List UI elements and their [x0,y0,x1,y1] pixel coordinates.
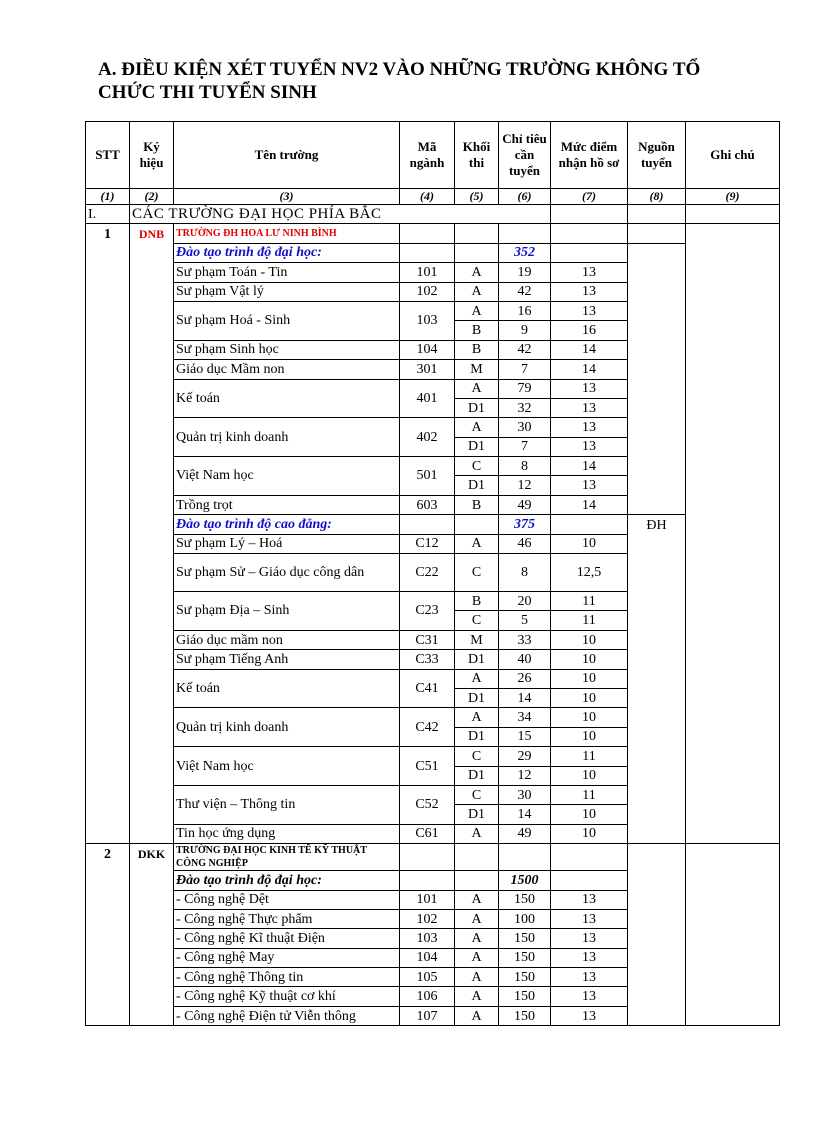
major-name: Sư phạm Lý – Hoá [174,534,400,553]
major-code: 603 [400,495,455,514]
major-name: Quản trị kinh doanh [174,708,400,747]
exam-block: A [455,968,499,987]
exam-block: C [455,554,499,592]
header-nguon-tuyen: Nguồn tuyển [628,122,686,189]
major-name: Sư phạm Vật lý [174,282,400,301]
major-code: C31 [400,630,455,649]
quota: 150 [499,948,551,967]
col-number: (9) [686,189,780,205]
quota: 29 [499,747,551,766]
level-label: Đào tạo trình độ đại học: [174,871,400,890]
min-score: 13 [551,987,628,1006]
column-number-row [86,189,780,205]
min-score: 11 [551,747,628,766]
exam-block: M [455,360,499,379]
admission-table [85,121,780,1026]
major-code: 106 [400,987,455,1006]
min-score: 14 [551,360,628,379]
exam-block: D1 [455,476,499,495]
quota: 33 [499,630,551,649]
header-muc-diem: Mức điểm nhận hồ sơ [551,122,628,189]
quota: 46 [499,534,551,553]
header-stt: STT [86,122,130,189]
major-code: 402 [400,418,455,457]
major-name: - Công nghệ Thực phẩm [174,909,400,928]
min-score: 11 [551,611,628,630]
exam-block: A [455,669,499,688]
major-code: 102 [400,909,455,928]
section-number: I. [86,205,130,224]
quota: 26 [499,669,551,688]
major-name: - Công nghệ Kĩ thuật Điện [174,929,400,948]
major-code: 104 [400,948,455,967]
exam-block: M [455,630,499,649]
quota: 16 [499,301,551,320]
min-score: 13 [551,890,628,909]
empty-cell [455,871,499,890]
major-code: C42 [400,708,455,747]
major-name: Sư phạm Tiếng Anh [174,650,400,669]
quota: 20 [499,592,551,611]
exam-block: C [455,457,499,476]
major-code: 501 [400,457,455,496]
school-code: DNB [130,224,174,844]
min-score: 10 [551,669,628,688]
min-score: 13 [551,301,628,320]
major-name: Giáo dục mầm non [174,630,400,649]
header-ten-truong: Tên trường [174,122,400,189]
header-ghi-chu: Ghi chú [686,122,780,189]
min-score: 10 [551,824,628,843]
quota: 32 [499,398,551,417]
major-code: C41 [400,669,455,708]
quota: 42 [499,340,551,359]
major-name: Thư viện – Thông tin [174,785,400,824]
major-name: - Công nghệ Kỹ thuật cơ khí [174,987,400,1006]
min-score: 16 [551,321,628,340]
quota: 14 [499,805,551,824]
min-score: 14 [551,457,628,476]
min-score: 11 [551,592,628,611]
quota: 30 [499,785,551,804]
empty-cell [551,844,628,871]
min-score: 13 [551,418,628,437]
quota: 34 [499,708,551,727]
header-ma-nganh: Mã ngành [400,122,455,189]
empty-cell [455,515,499,534]
quota: 8 [499,457,551,476]
quota: 12 [499,476,551,495]
quota: 9 [499,321,551,340]
exam-block: A [455,929,499,948]
exam-block: A [455,987,499,1006]
min-score: 12,5 [551,554,628,592]
exam-block: C [455,747,499,766]
major-code: C51 [400,747,455,786]
major-name: - Công nghệ Điện tử Viễn thông [174,1006,400,1025]
major-code: 103 [400,301,455,340]
empty-cell [686,205,780,224]
quota: 40 [499,650,551,669]
quota: 150 [499,1006,551,1025]
major-name: - Công nghệ May [174,948,400,967]
col-number: (1) [86,189,130,205]
min-score: 10 [551,805,628,824]
min-score: 10 [551,727,628,746]
quota: 5 [499,611,551,630]
empty-cell [628,224,686,243]
exam-block: D1 [455,398,499,417]
empty-cell [551,871,628,890]
document-title: A. ĐIỀU KIỆN XÉT TUYỂN NV2 VÀO NHỮNG TRƯỜNG KHÔNG TỔ CHỨC THI TUYỂN SINH [98,59,701,103]
col-number: (4) [400,189,455,205]
school-code: DKK [130,844,174,1026]
min-score: 10 [551,766,628,785]
major-code: C33 [400,650,455,669]
empty-cell [455,243,499,262]
exam-block: A [455,824,499,843]
quota: 150 [499,987,551,1006]
min-score: 10 [551,630,628,649]
quota: 8 [499,554,551,592]
empty-cell [400,224,455,243]
exam-block: A [455,418,499,437]
min-score: 13 [551,909,628,928]
quota: 7 [499,360,551,379]
section-row [86,205,780,224]
school-stt: 2 [86,844,130,1026]
major-code: 401 [400,379,455,418]
empty-cell [551,224,628,243]
empty-cell [686,224,780,844]
empty-cell [628,844,686,1026]
header-ky-hieu: Ký hiệu [130,122,174,189]
min-score: 14 [551,340,628,359]
major-code: 105 [400,968,455,987]
exam-block: B [455,321,499,340]
min-score: 11 [551,785,628,804]
level-total: 375 [499,515,551,534]
min-score: 13 [551,948,628,967]
quota: 49 [499,824,551,843]
major-code: 101 [400,263,455,282]
min-score: 10 [551,688,628,707]
quota: 100 [499,909,551,928]
major-code: C61 [400,824,455,843]
min-score: 13 [551,929,628,948]
quota: 15 [499,727,551,746]
major-name: Sư phạm Sử – Giáo dục công dân [174,554,400,592]
quota: 49 [499,495,551,514]
exam-block: B [455,592,499,611]
level-total: 1500 [499,871,551,890]
major-name: Sư phạm Sinh học [174,340,400,359]
exam-block: B [455,340,499,359]
level-label: Đào tạo trình độ cao đẳng: [174,515,400,534]
quota: 19 [499,263,551,282]
empty-cell [551,243,628,262]
exam-block: A [455,263,499,282]
empty-cell [455,224,499,243]
exam-block: A [455,708,499,727]
quota: 30 [499,418,551,437]
header-row [86,122,780,189]
min-score: 13 [551,437,628,456]
major-name: Tin học ứng dụng [174,824,400,843]
empty-cell [400,871,455,890]
major-name: - Công nghệ Dệt [174,890,400,909]
min-score: 10 [551,534,628,553]
exam-block: D1 [455,805,499,824]
empty-cell [628,205,686,224]
school-row [86,844,780,871]
exam-block: A [455,379,499,398]
level-header-row [86,243,780,262]
header-chi-tieu: Chỉ tiêu cần tuyển [499,122,551,189]
col-number: (2) [130,189,174,205]
exam-block: D1 [455,437,499,456]
quota: 42 [499,282,551,301]
empty-cell [455,844,499,871]
min-score: 13 [551,398,628,417]
school-name: TRƯỜNG ĐH HOA LƯ NINH BÌNH [174,224,400,243]
section-label: CÁC TRƯỜNG ĐẠI HỌC PHÍA BẮC [130,205,551,224]
major-code: 107 [400,1006,455,1025]
min-score: 14 [551,495,628,514]
major-name: Sư phạm Hoá - Sinh [174,301,400,340]
major-name: Việt Nam học [174,747,400,786]
quota: 150 [499,968,551,987]
min-score: 13 [551,379,628,398]
exam-block: A [455,282,499,301]
col-number: (7) [551,189,628,205]
major-code: 104 [400,340,455,359]
quota: 12 [499,766,551,785]
exam-block: A [455,1006,499,1025]
major-code: C12 [400,534,455,553]
quota: 14 [499,688,551,707]
major-code: C52 [400,785,455,824]
major-name: - Công nghệ Thông tin [174,968,400,987]
major-name: Sư phạm Toán - Tin [174,263,400,282]
major-code: 301 [400,360,455,379]
empty-cell [551,205,628,224]
col-number: (5) [455,189,499,205]
exam-block: A [455,890,499,909]
quota: 79 [499,379,551,398]
col-number: (8) [628,189,686,205]
min-score: 13 [551,282,628,301]
major-name: Kế toán [174,379,400,418]
empty-cell [686,844,780,1026]
col-number: (3) [174,189,400,205]
empty-cell [400,243,455,262]
min-score: 13 [551,968,628,987]
level-header-row [86,515,780,534]
source-value: ĐH [628,515,686,844]
exam-block: D1 [455,650,499,669]
empty-cell [499,224,551,243]
quota: 150 [499,890,551,909]
exam-block: C [455,611,499,630]
header-khoi-thi: Khối thi [455,122,499,189]
exam-block: A [455,948,499,967]
quota: 7 [499,437,551,456]
major-name: Việt Nam học [174,457,400,496]
major-code: C22 [400,554,455,592]
major-name: Quản trị kinh doanh [174,418,400,457]
min-score: 13 [551,476,628,495]
major-name: Giáo dục Mầm non [174,360,400,379]
empty-cell [551,515,628,534]
exam-block: A [455,534,499,553]
empty-cell [400,515,455,534]
exam-block: D1 [455,688,499,707]
exam-block: D1 [455,766,499,785]
major-code: 102 [400,282,455,301]
empty-cell [400,844,455,871]
exam-block: C [455,785,499,804]
school-row [86,224,780,243]
min-score: 10 [551,650,628,669]
major-name: Kế toán [174,669,400,708]
min-score: 10 [551,708,628,727]
level-total: 352 [499,243,551,262]
empty-cell [499,844,551,871]
exam-block: A [455,301,499,320]
major-code: 103 [400,929,455,948]
major-name: Trồng trọt [174,495,400,514]
major-code: C23 [400,592,455,631]
min-score: 13 [551,1006,628,1025]
school-stt: 1 [86,224,130,844]
exam-block: B [455,495,499,514]
major-code: 101 [400,890,455,909]
col-number: (6) [499,189,551,205]
school-name: TRƯỜNG ĐẠI HỌC KINH TẾ KỸ THUẬT CÔNG NGHIỆP [174,844,400,871]
exam-block: D1 [455,727,499,746]
quota: 150 [499,929,551,948]
min-score: 13 [551,263,628,282]
level-label: Đào tạo trình độ đại học: [174,243,400,262]
empty-cell [628,243,686,514]
exam-block: A [455,909,499,928]
major-name: Sư phạm Địa – Sinh [174,592,400,631]
